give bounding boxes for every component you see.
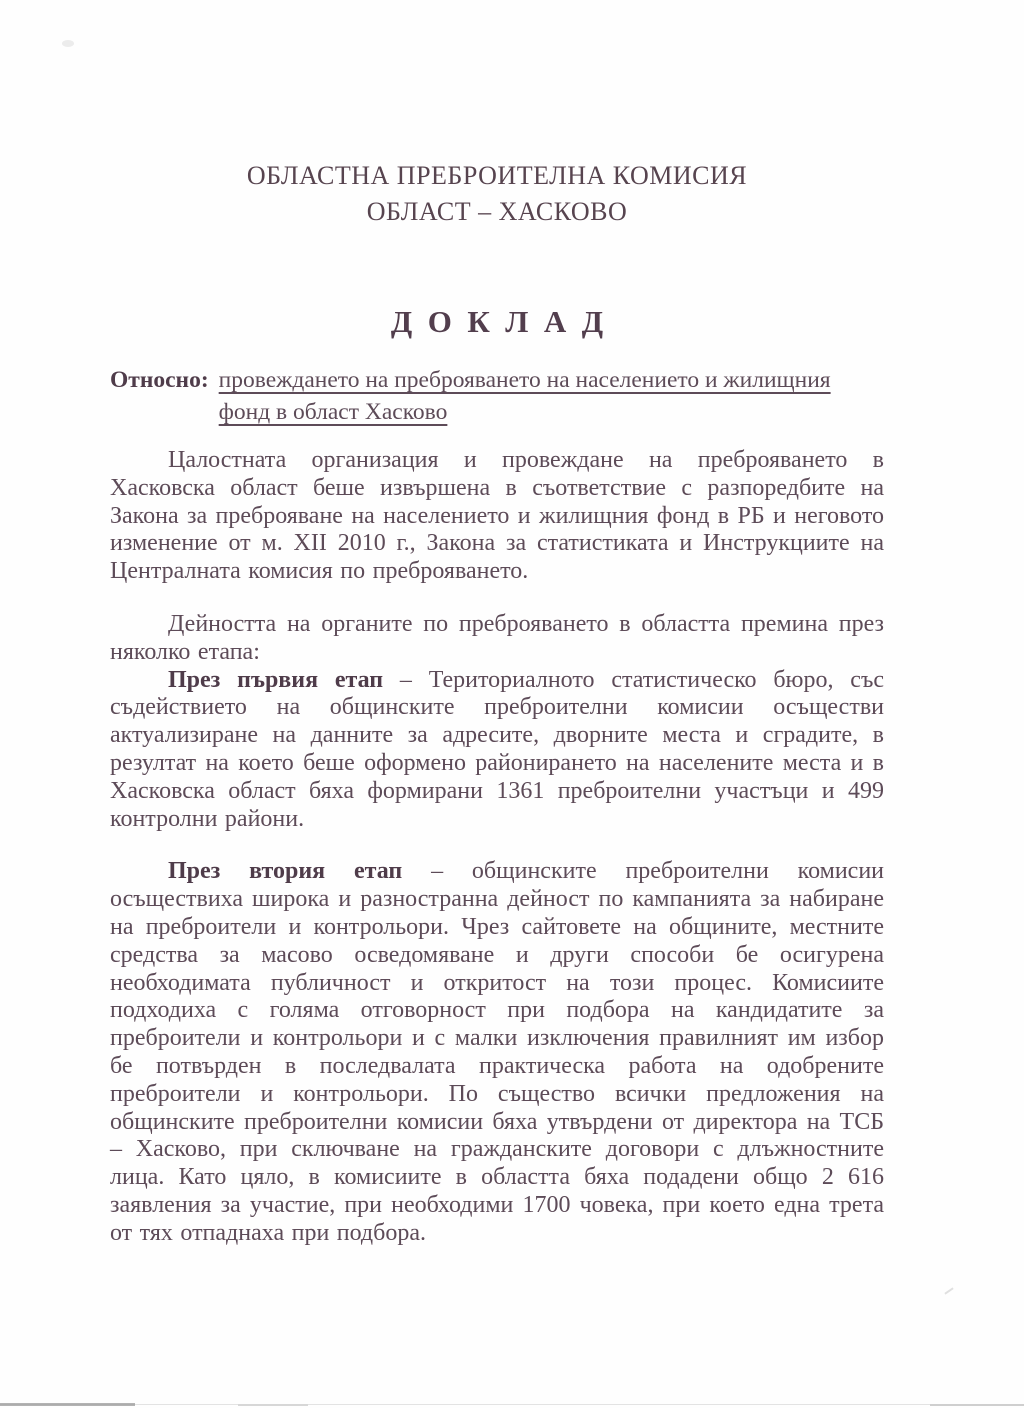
paragraph-overview-text: Цалостната организация и провеждане на преброяването в Хасковска област беше извършена в съответствие с разпоредбите на Закона за преброяване на населението и жилищния фонд в РБ и неговото изменение от м. XII 2010 г., Закона за статистиката и Инструкциите на Централната комисия по преброяването. [110,447,884,585]
scan-edge-line [0,1404,1024,1405]
subject-colon: : [200,367,209,393]
paragraph-first-stage-lead: През първия етап [168,666,384,693]
paragraph-overview [110,447,884,586]
paragraph-stages-intro [110,611,884,667]
paragraph-first-stage [110,667,884,834]
scan-mark-artifact [944,1287,953,1294]
subject-label [110,364,209,396]
subject-label-word: Относно [110,367,201,393]
scan-edge-line-left [0,1403,135,1406]
paragraph-second-stage [110,858,884,1247]
paragraph-second-stage-text: – общинските преброителни комисии осъществиха широка и разностранна дейност по кампанията за набиране на преброители и контрольори. Чрез сайтовете на общините, местните средства за масово осведомяване и други способи бе осигурена необходимата публичност и откритост на този процес. Комисиите подходиха с голяма отговорност при подбора на кандидатите за преброители и контрольори и с малки изключения правилният им избор бе потвърден в последвалата практическа работа на одобрените преброители и контрольори. По същество всички предложения на общинските преброителни комисии бяха утвърдени от директора на ТСБ – Хасково, при сключване на гражданските договори с длъжностните лица. Като цяло, в комисиите в областта бяха подадени общо 2 616 заявления за участие, при необходими 1700 човека, при което една трета от тях отпаднаха при подбора. [110,858,885,1246]
scan-edge-line-right [930,1404,1024,1406]
document-body [110,447,884,1248]
paragraph-first-stage-text: – Териториалното статистическо бюро, със съдействието на общинските преброителни комисии осъществи актуализиране на данните за адресите, дворните места и сградите, в резултат на което беше оформено районирането на населените места и в Хасковска област бяха формирани 1361 преброителни участъци и 499 контролни райони. [110,666,885,832]
document-header [110,158,884,230]
paragraph-stages-intro-text: Дейността на органите по преброяването в областта премина през няколко етапа: [110,610,884,665]
paragraph-second-stage-lead: През втория етап [168,858,403,885]
subject-text: провеждането на преброяването на населението и жилищния фонд в област Хасково [218,367,831,425]
subject-line [110,364,884,428]
scan-edge-line-mid [238,1404,308,1406]
document-title: ДОКЛАД [390,304,619,339]
header-org-name: ОБЛАСТНА ПРЕБРОИТЕЛНА КОМИСИЯ [246,161,748,190]
header-region-name: ОБЛАСТ – ХАСКОВО [366,197,628,226]
